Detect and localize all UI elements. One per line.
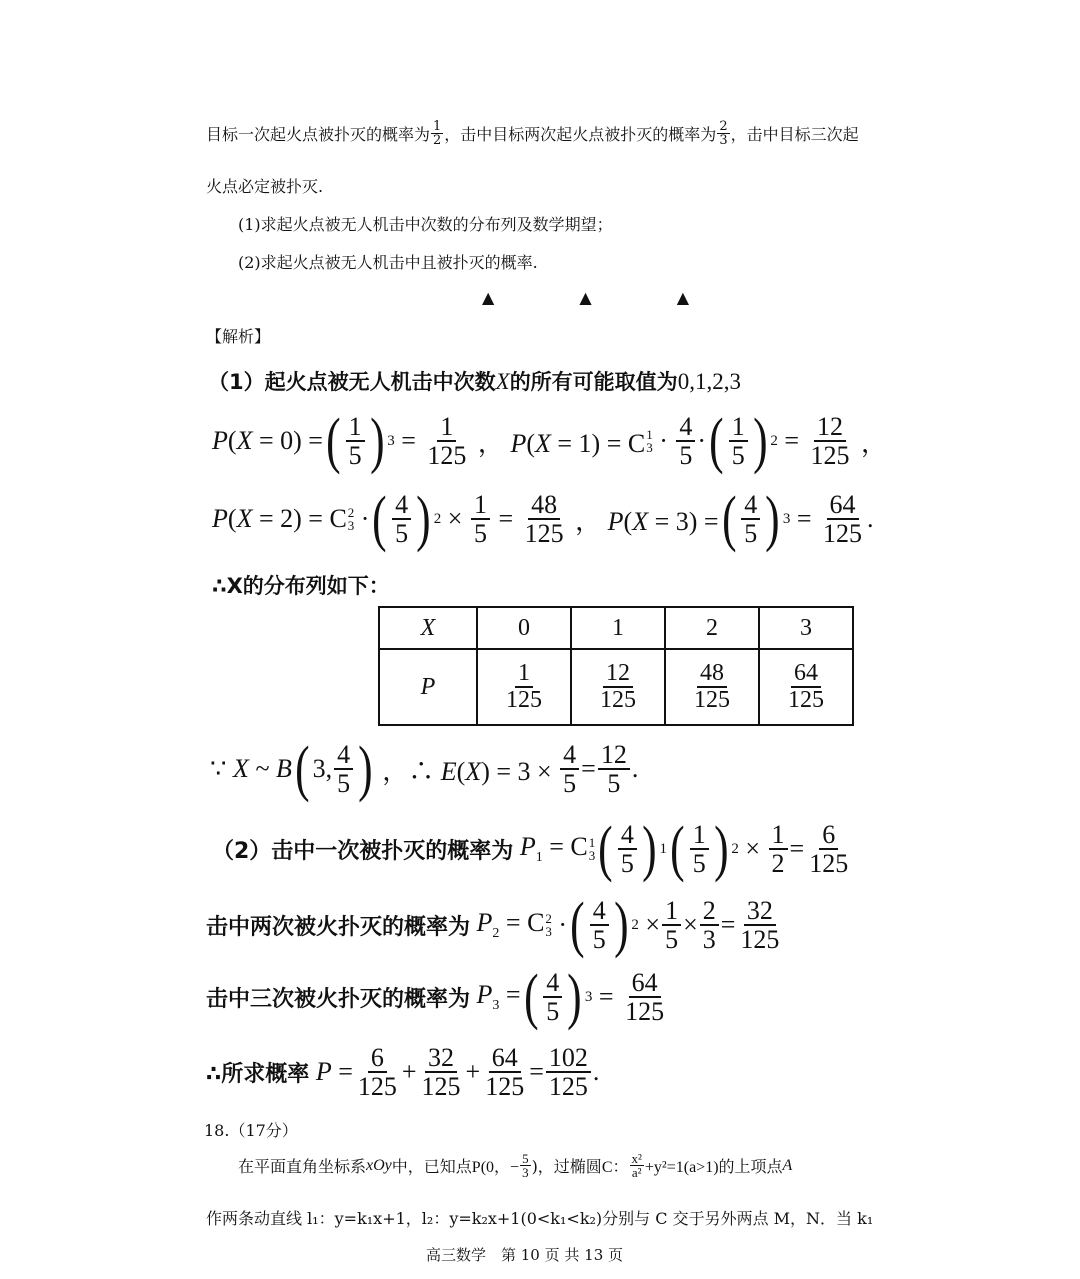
problem17-text-c: ，击中目标三次起	[730, 125, 859, 144]
table-cell: $\frac{48}{125}$	[665, 649, 759, 725]
prob-half-fraction: $\frac{1}{2}$	[433, 119, 442, 148]
formula-p2: 击中两次被火扑灭的概率为 $P_2 = C$ 2 3 · ( $\frac{4}{5}$ ) 2 × $\frac{1}{5}$ × $\frac{2}{3}$ = $\frac{32}{125}$	[206, 891, 780, 959]
question-1: (1)求起火点被无人机击中次数的分布列及数学期望；	[238, 215, 613, 234]
distribution-intro: ∴X的分布列如下：	[212, 574, 390, 598]
formula-p3: 击中三次被火扑灭的概率为 $P_3$ = ( $\frac{4}{5}$ ) 3 = $\frac{64}{125}$	[206, 963, 665, 1031]
formula-px0-px1: P(X = 0) = ( $\frac{1}{5}$ ) 3 = $\frac{1}{125}$ ， P(X = 1) = C 1 3 · $\frac{4}{5}$ · ( $\frac{1}{5}$ ) 2 = $\frac{12}{125}$ ，	[212, 407, 888, 475]
ellipse-fraction: $\frac{\text{x²}}{\text{a²}}$	[631, 1151, 642, 1180]
formula-final: ∴所求概率 P = $\frac{6}{125}$ + $\frac{32}{125}$ + $\frac{64}{125}$ = $\frac{102}{125}$ .	[206, 1043, 600, 1102]
solution-heading: 【解析】	[206, 327, 271, 346]
formula-p1: （2）击中一次被扑灭的概率为 $P_1 = C$ 1 3 ( $\frac{4}{5}$ ) 1 ( $\frac{1}{5}$ ) 2 × $\frac{1}{2}$ = $\frac{6}{125}$	[212, 815, 849, 883]
problem18-number: 18.（17分）	[204, 1121, 298, 1140]
prob-twothirds-fraction: $\frac{2}{3}$	[719, 119, 728, 148]
table-row-p	[379, 649, 853, 725]
question-2: (2)求起火点被无人机击中且被扑灭的概率.	[238, 253, 538, 272]
formula-expectation: ∵ X ~ B ( 3, $\frac{4}{5}$ ) ，∴ E(X) = 3 × $\frac{4}{5}$ = $\frac{12}{5}$ .	[210, 735, 639, 803]
table-header-x: X	[379, 607, 477, 649]
table-cell: $\frac{64}{125}$	[759, 649, 853, 725]
table-cell: 1	[571, 607, 665, 649]
var-x: X	[495, 369, 510, 394]
table-row-x	[379, 607, 853, 649]
problem17-line2: 火点必定被扑灭.	[206, 177, 324, 196]
distribution-table	[378, 606, 854, 726]
table-header-p: P	[379, 649, 477, 725]
problem17-line1	[206, 120, 859, 147]
problem18-line2: 作两条动直线 l₁：y=k₁x+1，l₂：y=k₂x+1(0<k₁<k₂)分别与 C 交于另外两点 M，N．当 k₁	[206, 1209, 874, 1228]
part1-intro: （1）起火点被无人机击中次数X的所有可能取值为0,1,2,3	[208, 369, 741, 394]
table-cell: 2	[665, 607, 759, 649]
page-footer: 高三数学 第 10 页 共 13 页	[426, 1246, 624, 1264]
table-cell: 0	[477, 607, 571, 649]
table-cell: 3	[759, 607, 853, 649]
table-cell: $\frac{1}{125}$	[477, 649, 571, 725]
point-p-fraction: $\frac{5}{3}$	[522, 1151, 529, 1180]
problem18-line1: 在平面直角坐标系 xOy 中，已知点 P(0，− $\frac{5}{3}$ )，过椭圆 C： $\frac{\text{x²}}{\text{a²}}$ +y²=1(a>1)的上项点 A	[238, 1151, 793, 1180]
triangle-divider: ▲ ▲ ▲	[482, 288, 730, 307]
problem17-text-b: ，击中目标两次起火点被扑灭的概率为	[444, 125, 717, 144]
problem17-text-a: 目标一次起火点被扑灭的概率为	[206, 125, 431, 144]
formula-px2-px3: P(X = 2) = C 2 3 · ( $\frac{4}{5}$ ) 2 × $\frac{1}{5}$ = $\frac{48}{125}$ ， P(X = 3) = ( $\frac{4}{5}$ ) 3 = $\frac{64}{125}$ .	[212, 485, 874, 553]
table-cell: $\frac{12}{125}$	[571, 649, 665, 725]
